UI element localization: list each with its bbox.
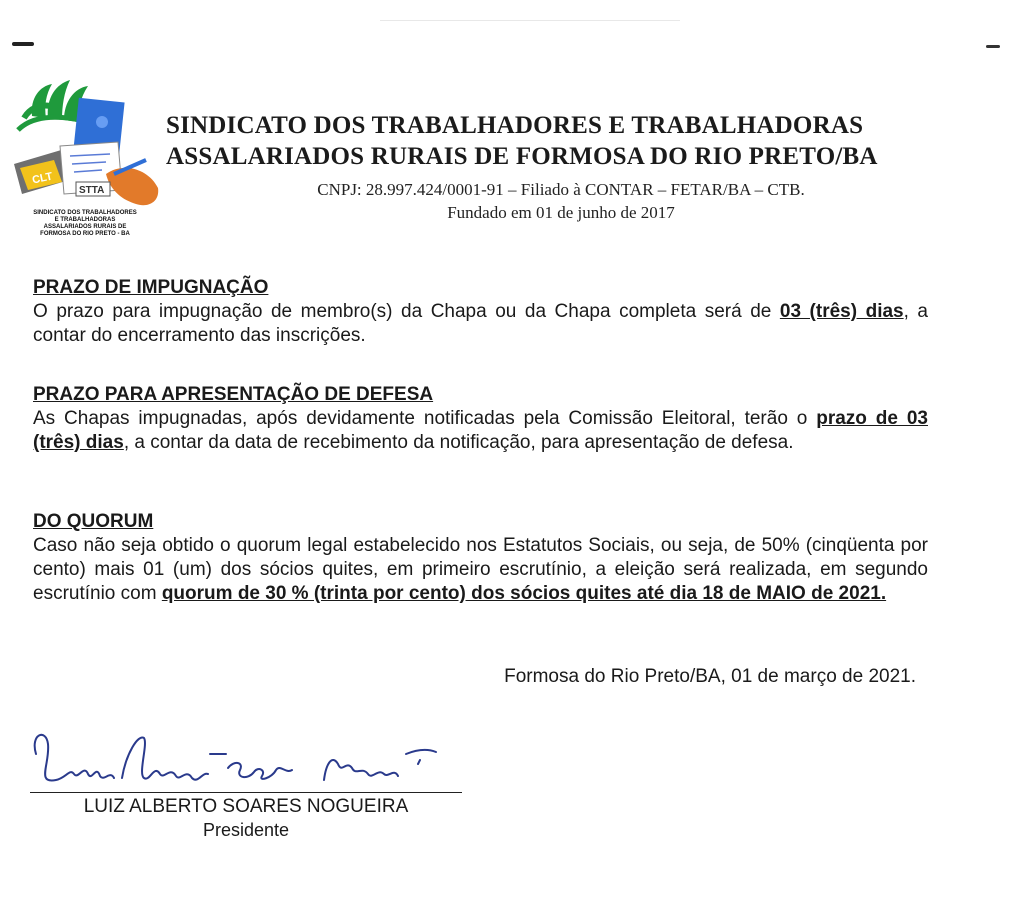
cnpj-line: CNPJ: 28.997.424/0001-91 – Filiado à CONTAR – FETAR/BA – CTB. <box>317 180 805 199</box>
paragraph-text: O prazo para impugnação de membro(s) da Chapa ou da Chapa completa será de <box>33 301 780 322</box>
union-name-line2: ASSALARIADOS RURAIS DE FORMOSA DO RIO PRETO/BA <box>166 143 878 170</box>
handwritten-signature <box>26 724 446 794</box>
section-heading: PRAZO PARA APRESENTAÇÃO DE DEFESA <box>33 384 434 405</box>
place-date: Formosa do Rio Preto/BA, 01 de março de 2021. <box>504 666 916 687</box>
paragraph-emphasis: 03 (três) dias <box>779 301 904 322</box>
section-paragraph <box>33 300 928 348</box>
section-heading: DO QUORUM <box>33 511 154 532</box>
section-defesa <box>33 383 928 455</box>
section-impugnacao <box>33 276 928 348</box>
scan-top-edge <box>380 20 680 21</box>
logo-caption-line: ASSALARIADOS RURAIS DE <box>43 224 127 230</box>
paragraph-text: , a contar do encerramento das inscrições. <box>33 301 928 346</box>
logo-caption-line: SINDICATO DOS TRABALHADORES <box>33 210 137 216</box>
section-paragraph <box>33 534 928 606</box>
logo-caption-line: FORMOSA DO RIO PRETO - BA <box>40 231 130 237</box>
signer-name: LUIZ ALBERTO SOARES NOGUEIRA <box>83 796 409 817</box>
scan-mark-left <box>12 42 34 46</box>
scan-mark-right <box>986 45 1000 48</box>
logo-stta-label: STTA <box>79 185 105 196</box>
section-heading: PRAZO DE IMPUGNAÇÃO <box>33 277 269 298</box>
logo-caption-line: E TRABALHADORAS <box>54 217 116 223</box>
logo-clt-badge: CLT <box>31 170 54 187</box>
paragraph-emphasis: quorum de 30 % (trinta por cento) dos sócios quites até dia 18 de MAIO de 2021. <box>161 583 887 604</box>
section-quorum <box>33 510 928 606</box>
paragraph-text: , a contar da data de recebimento da notificação, para apresentação de defesa. <box>123 432 794 453</box>
paragraph-text: As Chapas impugnadas, após devidamente notificadas pela Comissão Eleitoral, terão o <box>33 408 817 429</box>
union-name-line1: SINDICATO DOS TRABALHADORES E TRABALHADORAS <box>166 112 864 139</box>
founded-line: Fundado em 01 de junho de 2017 <box>447 203 675 222</box>
signer-role: Presidente <box>202 820 290 840</box>
logo-caption <box>10 210 160 238</box>
paragraph-text: Caso não seja obtido o quorum legal estabelecido nos Estatutos Sociais, ou seja, de 50% (cinqüenta por cento) mais 01 (um) dos sócios quites, em primeiro escrutínio, a eleição será realizada, em segundo escrutínio com <box>33 535 928 604</box>
section-paragraph <box>33 407 928 455</box>
paragraph-emphasis: prazo de 03 (três) dias <box>33 408 928 453</box>
signature-line <box>30 792 462 793</box>
